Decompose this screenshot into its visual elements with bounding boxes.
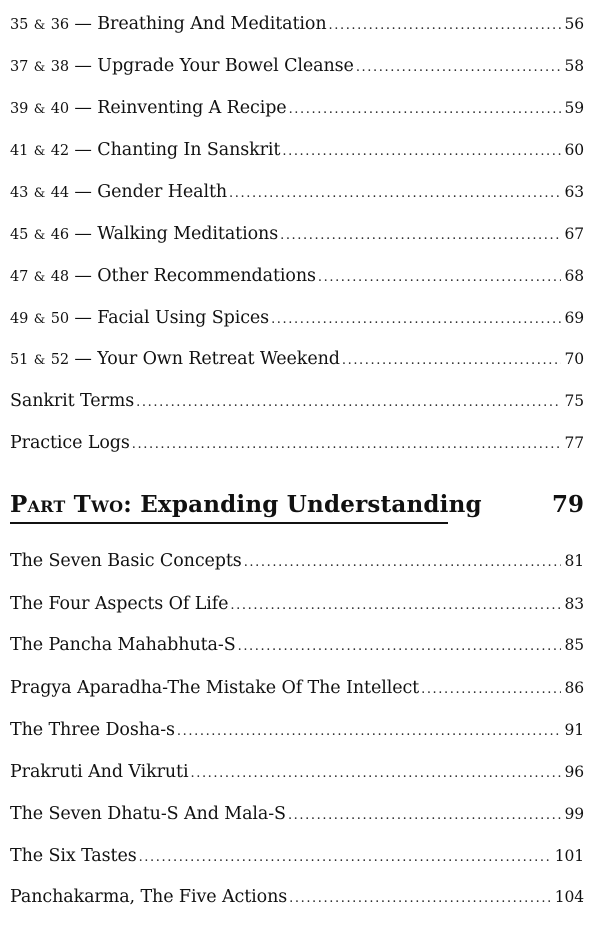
entry-number-start: 37: [10, 59, 29, 75]
entry-page: 75: [564, 392, 584, 410]
entry-ampersand: &: [33, 270, 46, 285]
entry-page: 83: [564, 595, 584, 613]
entry-title: Sankrit Terms: [10, 391, 135, 411]
entry-page: 70: [564, 350, 584, 368]
entry-page: 69: [564, 309, 584, 327]
dot-leader: [421, 679, 561, 701]
entry-page: 81: [564, 552, 584, 570]
toc-entry: [10, 265, 584, 289]
toc-entry: [10, 55, 584, 79]
toc-entry: [10, 348, 584, 372]
entry-page: 56: [564, 15, 584, 33]
entry-number-end: 42: [50, 143, 69, 159]
entry-page: 63: [564, 183, 584, 201]
entry-page: 96: [564, 763, 584, 781]
entry-title: Panchakarma, The Five Actions: [10, 887, 288, 907]
dot-leader: [238, 636, 562, 658]
toc-entry: [10, 97, 584, 121]
entry-number-start: 41: [10, 143, 29, 159]
toc-entry: [10, 719, 584, 743]
part-heading: [10, 490, 584, 524]
entry-number-end: 36: [50, 17, 69, 33]
toc-entry: [10, 432, 584, 456]
entry-number-start: 43: [10, 185, 29, 201]
entry-number-end: 44: [50, 185, 69, 201]
toc-entry: [10, 139, 584, 163]
entry-ampersand: &: [33, 228, 46, 243]
toc-entry: [10, 390, 584, 414]
dot-leader: [230, 595, 561, 617]
dot-leader: [282, 141, 561, 163]
dot-leader: [318, 267, 562, 289]
entry-number-start: 49: [10, 311, 29, 327]
dot-leader: [288, 805, 562, 827]
toc-entry: [10, 593, 584, 617]
dot-leader: [136, 392, 561, 414]
part-colon: :: [123, 491, 132, 518]
entry-ampersand: &: [33, 312, 46, 327]
entry-title: The Seven Dhatu-S And Mala-S: [10, 804, 286, 824]
entry-number-start: 45: [10, 227, 29, 243]
toc-entry: [10, 803, 584, 827]
entry-ampersand: &: [33, 102, 46, 117]
entry-number-end: 48: [50, 269, 69, 285]
dot-leader: [271, 309, 561, 331]
toc-entry: [10, 761, 584, 785]
toc-entry: [10, 550, 584, 574]
entry-ampersand: &: [33, 353, 46, 368]
entry-page: 104: [554, 888, 584, 906]
entry-page: 67: [564, 225, 584, 243]
entry-title: Chanting In Sanskrit: [97, 140, 281, 160]
dot-leader: [289, 99, 562, 121]
entry-page: 101: [554, 847, 584, 865]
entry-page: 58: [564, 57, 584, 75]
entry-page: 68: [564, 267, 584, 285]
entry-number-start: 51: [10, 352, 29, 368]
toc-entry: [10, 886, 584, 910]
entry-title: The Three Dosha-s: [10, 720, 175, 740]
dot-leader: [132, 434, 562, 456]
entry-number-end: 38: [50, 59, 69, 75]
toc-entry: [10, 13, 584, 37]
entry-page: 85: [564, 636, 584, 654]
part-subtitle: Expanding Understanding: [140, 491, 482, 518]
dot-leader: [356, 57, 562, 79]
entry-page: 99: [564, 805, 584, 823]
entry-number-end: 46: [50, 227, 69, 243]
entry-title: The Four Aspects Of Life: [10, 594, 229, 614]
entry-title: Reinventing A Recipe: [97, 98, 287, 118]
part-title: [10, 491, 482, 518]
dot-leader: [244, 552, 562, 574]
entry-title: Pragya Aparadha-The Mistake Of The Intellect: [10, 678, 420, 698]
entry-title: Your Own Retreat Weekend: [97, 349, 340, 369]
toc-entry: [10, 181, 584, 205]
part-page: 79: [551, 491, 584, 518]
dot-leader: [329, 15, 562, 37]
entry-title: Prakruti And Vikruti: [10, 762, 189, 782]
entry-dash: —: [74, 56, 92, 76]
entry-page: 59: [564, 99, 584, 117]
entry-title: The Seven Basic Concepts: [10, 551, 242, 571]
entry-ampersand: &: [33, 60, 46, 75]
toc-entry: [10, 634, 584, 658]
entry-title: The Six Tastes: [10, 846, 137, 866]
entry-dash: —: [74, 224, 92, 244]
dot-leader: [190, 763, 561, 785]
entry-ampersand: &: [33, 186, 46, 201]
entry-dash: —: [74, 140, 92, 160]
entry-number-start: 39: [10, 101, 29, 117]
entry-dash: —: [74, 182, 92, 202]
toc-entry: [10, 223, 584, 247]
entry-dash: —: [74, 98, 92, 118]
entry-ampersand: &: [33, 18, 46, 33]
entry-ampersand: &: [33, 144, 46, 159]
part-heading-rule: [10, 522, 448, 524]
part-label: Part Two: [10, 491, 124, 518]
entry-page: 77: [564, 434, 584, 452]
toc-entry: [10, 845, 584, 869]
entry-dash: —: [74, 14, 92, 34]
entry-title: Upgrade Your Bowel Cleanse: [97, 56, 354, 76]
entry-dash: —: [74, 308, 92, 328]
dot-leader: [229, 183, 561, 205]
entry-title: Facial Using Spices: [97, 308, 270, 328]
entry-number-end: 52: [50, 352, 69, 368]
entry-title: The Pancha Mahabhuta-S: [10, 635, 236, 655]
toc-entry: [10, 677, 584, 701]
dot-leader: [177, 721, 562, 743]
entry-number-end: 40: [50, 101, 69, 117]
entry-title: Walking Meditations: [97, 224, 279, 244]
entry-number-start: 47: [10, 269, 29, 285]
entry-title: Breathing And Meditation: [97, 14, 327, 34]
entry-number-end: 50: [50, 311, 69, 327]
entry-dash: —: [74, 349, 92, 369]
entry-title: Gender Health: [97, 182, 228, 202]
entry-page: 91: [564, 721, 584, 739]
dot-leader: [139, 847, 552, 869]
dot-leader: [342, 350, 562, 372]
entry-title: Practice Logs: [10, 433, 130, 453]
entry-title: Other Recommendations: [97, 266, 316, 286]
toc-entry: [10, 307, 584, 331]
entry-number-start: 35: [10, 17, 29, 33]
entry-dash: —: [74, 266, 92, 286]
entry-page: 86: [564, 679, 584, 697]
entry-page: 60: [564, 141, 584, 159]
dot-leader: [280, 225, 561, 247]
dot-leader: [289, 888, 552, 910]
